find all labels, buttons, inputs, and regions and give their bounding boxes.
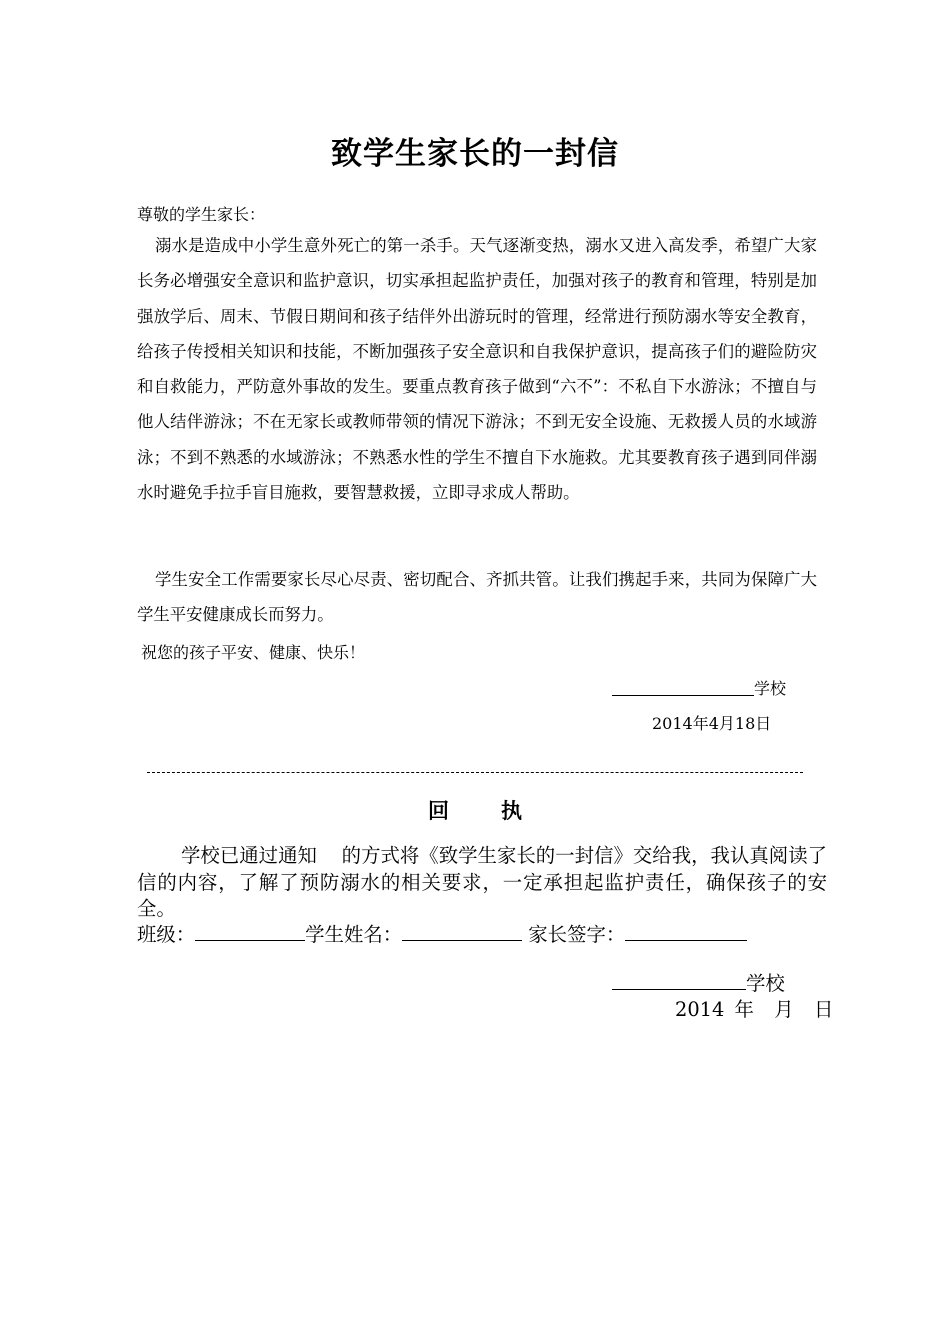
receipt-school-signature — [612, 968, 785, 996]
parent-signature-blank[interactable] — [625, 920, 747, 941]
receipt-title-char-2: 执 — [501, 798, 522, 823]
receipt-fields — [137, 919, 747, 947]
closing-wish: 祝您的孩子平安、健康、快乐！ — [141, 643, 366, 662]
salutation: 尊敬的学生家长： — [137, 205, 266, 224]
student-name-blank[interactable] — [402, 920, 522, 941]
letter-title: 致学生家长的一封信 — [331, 136, 619, 172]
signature-suffix: 学校 — [754, 679, 787, 698]
cut-line-divider — [147, 772, 803, 773]
receipt-date: 2014 年 月 日 — [675, 998, 834, 1021]
body-paragraph-1: 溺水是造成中小学生意外死亡的第一杀手。天气逐渐变热，溺水又进入高发季，希望广大家长务必增强安全意识和监护意识，切实承担起监护责任，加强对孩子的教育和管理，特别是加强放学后、周末、节假日期间和孩子结伴外出游玩时的管理，经常进行预防溺水等安全教育，给孩子传授相关知识和技能，不断加强孩子安全意识和自我保护意识，提高孩子们的避险防灾和自救能力，严防意外事故的发生。要重点教育孩子做到“六不”：不私自下水游泳；不擅自与他人结伴游泳；不在无家长或教师带领的情况下游泳；不到无安全设施、无救援人员的水域游泳；不到不熟悉的水域游泳；不熟悉水性的学生不擅自下水施救。尤其要教育孩子遇到同伴溺水时避免手拉手盲目施救，要智慧救援，立即寻求成人帮助。 — [137, 236, 817, 503]
letter-date: 2014年4月18日 — [652, 714, 772, 733]
signature-blank — [612, 677, 754, 696]
receipt-signature-suffix: 学校 — [746, 972, 785, 995]
body-paragraph-2: 学生安全工作需要家长尽心尽责、密切配合、齐抓共管。让我们携起手来，共同为保障广大学生平安健康成长而努力。 — [137, 570, 817, 625]
receipt-title — [0, 795, 950, 825]
student-name-label: 学生姓名： — [305, 923, 403, 946]
school-signature — [612, 676, 786, 699]
parent-signature-label: 家长签字： — [522, 923, 626, 946]
receipt-signature-blank[interactable] — [612, 969, 746, 990]
class-label: 班级： — [137, 923, 196, 946]
receipt-title-char-1: 回 — [428, 798, 449, 823]
receipt-paragraph: 学校已通过通知 的方式将《致学生家长的一封信》交给我，我认真阅读了信的内容，了解了预防溺水的相关要求，一定承担起监护责任，确保孩子的安全。 — [137, 844, 827, 920]
class-blank[interactable] — [195, 920, 305, 941]
